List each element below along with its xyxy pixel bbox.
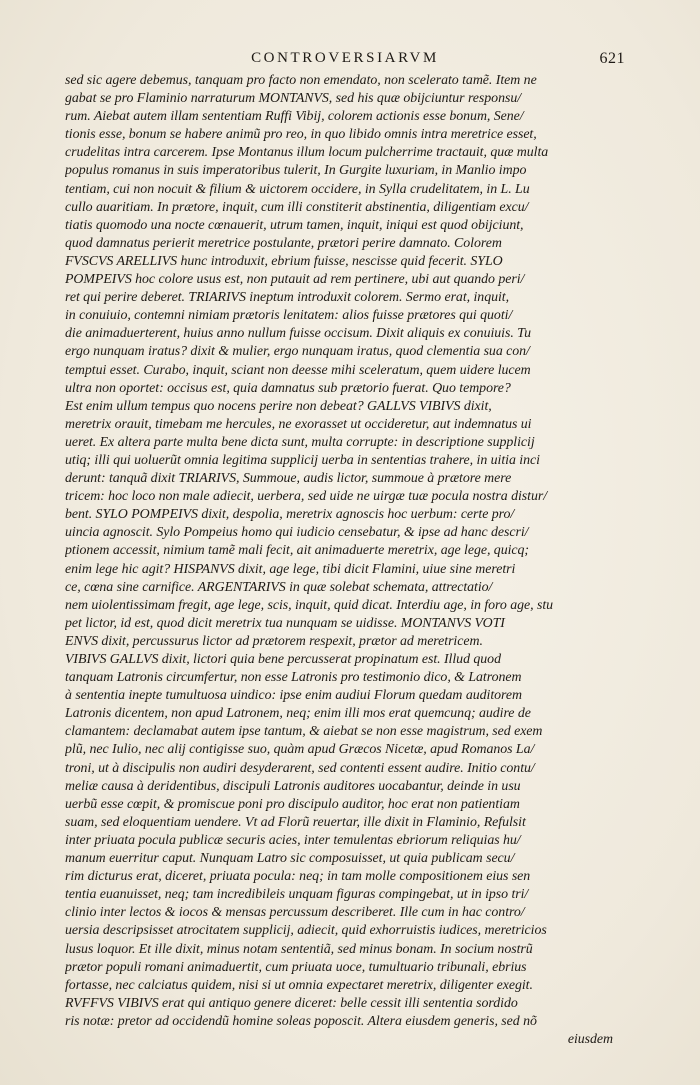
text-line: quod damnatus perierit meretrice postulante, prætori perire damnato. Colorem — [65, 235, 502, 251]
text-line: clinio inter lectos & iocos & mensas percussum describeret. Ille cum in hac contro/ — [65, 905, 525, 921]
page-number: 621 — [599, 50, 625, 67]
text-line: uersia descripsisset atrocitatem supplicij, adiecit, quid exhorruistis iudices, meretricios — [65, 923, 547, 939]
text-line: die animaduerterent, huius anno nullum fuisse occisum. Dixit aliquis ex conuiuis. Tu — [65, 326, 531, 342]
body-text — [65, 72, 613, 1049]
text-line: tiatis quomodo una nocte cœnauerit, utrum tamen, inquit, iniqui est quod obijciunt, — [65, 217, 524, 233]
text-line: pet lictor, id est, quod dicit meretrix tua nunquam se uidisse. MONTANVS VOTI — [65, 615, 505, 631]
text-line: nem uiolentissimam fregit, age lege, scis, inquit, quid dicat. Interdiu age, in foro age, stu — [65, 597, 554, 613]
text-line: prætor populi romani animaduertit, cum priuata uoce, tumultuario tribunali, ebrius — [65, 959, 527, 975]
text-line: derunt: tanquã dixit TRIARIVS, Summoue, audis lictor, summoue à prætore mere — [65, 471, 512, 487]
text-line: ret qui perire deberet. TRIARIVS ineptum introduxit colorem. Sermo erat, inquit, — [65, 290, 510, 306]
text-line: cullo auaritiam. In prætore, inquit, cum illi constiterit abstinentia, diligentiam excu/ — [65, 199, 529, 215]
text-line: tentia euanuisset, neq; tam incredibileis unquam figuras compingebat, ut in ipso tri/ — [65, 887, 529, 903]
text-line: ris notæ: pretor ad occidendũ homine soleas poposcit. Altera eiusdem generis, sed nõ — [65, 1013, 537, 1029]
text-line: FVSCVS ARELLIVS hunc introduxit, ebrium fuisse, nescisse quid fecerit. SYLO — [65, 253, 503, 269]
text-line: bent. SYLO POMPEIVS dixit, despolia, meretrix agnoscis hoc uerbum: certe pro/ — [65, 507, 515, 523]
text-line: POMPEIVS hoc colore usus est, non putauit ad rem pertinere, ubi aut quando peri/ — [65, 272, 525, 288]
text-line: ce, cœna sine carnifice. ARGENTARIVS in quæ solebat schemata, attrectatio/ — [65, 579, 493, 595]
text-line: enim lege hic agit? HISPANVS dixit, age lege, tibi dicit Flamini, uiue sine meretri — [65, 561, 516, 577]
text-line: fortasse, nec calciatus quidem, nisi si ut omnia expectaret meretrix, diligenter exegit. — [65, 977, 533, 993]
text-line: ueret. Ex altera parte multa bene dicta sunt, multa corrupte: in descriptione supplicij — [65, 434, 535, 450]
text-line: sed sic agere debemus, tanquam pro facto non emendato, non scelerato tamẽ. Item ne — [65, 73, 537, 88]
text-line: rum. Aiebat autem illam sententiam Ruffi Vibij, colorem actionis esse bonum, Sene/ — [65, 109, 524, 125]
text-line: tentiam, cui non nocuit & filium & uictorem occidere, in Sylla crudelitatem, in L. Lu — [65, 181, 530, 197]
text-line: uincia agnoscit. Sylo Pompeius homo qui iudicio censebatur, & ipse ad hanc descri/ — [65, 525, 529, 541]
text-line: RVFFVS VIBIVS erat qui antiquo genere diceret: belle cessit illi sententia sordido — [65, 995, 518, 1011]
text-line: à sententia inepte tumultuosa uindico: ipse enim audiui Florum quedam auditorem — [65, 688, 522, 704]
text-line: suam, sed eloquentiam uendere. Vt ad Florũ reuertar, ille dixit in Flaminio, Refulsit — [65, 814, 526, 830]
text-line: inter priuata pocula publicæ securis acies, inter temulentas ebriorum reliquias hu/ — [65, 832, 521, 848]
catchword: eiusdem — [567, 1031, 613, 1047]
text-line: Est enim ullum tempus quo nocens perire non debeat? GALLVS VIBIVS dixit, — [65, 398, 492, 414]
text-line: tanquam Latronis circumfertur, non esse Latronis pro testimonio dico, & Latronem — [65, 670, 522, 686]
text-line: rim dicturus erat, diceret, priuata pocula: neq; in tam molle compositionem eius sen — [65, 869, 531, 885]
text-line: meliæ causa à deridentibus, discipuli Latronis auditores uocabantur, deinde in usu — [65, 778, 521, 794]
text-line: temptui esset. Curabo, inquit, sciant non deesse mihi sceleratum, quem uidere lucem — [65, 362, 531, 378]
text-line: uerbũ esse cœpit, & promiscue poni pro discipulo auditor, hoc erat non patientiam — [65, 796, 520, 812]
text-line: crudelitas intra carcerem. Ipse Montanus illum locum pulcherrime tractauit, quæ multa — [65, 145, 549, 161]
text-line: manum euerritur caput. Nunquam Latro sic composuisset, ut quia publicam secu/ — [65, 851, 515, 867]
text-line: in conuiuio, contemni nimiam prætoris lenitatem: alios fuisse prætores qui quoti/ — [65, 308, 513, 324]
text-line: ptionem accessit, nimium tamẽ mali fecit, ait animaduerte meretrix, age lege, quicq; — [65, 543, 529, 559]
text-line: tionis esse, bonum se habere animũ pro reo, in quo libido omnis intra meretrice esset, — [65, 127, 537, 143]
text-line: troni, ut à discipulis non audiri desyderarent, sed contenti essent audire. Initio contu/ — [65, 760, 535, 776]
text-line: meretrix orauit, timebam me hercules, ne exorasset ut occideretur, aut indemnatus ui — [65, 416, 532, 432]
text-line: clamantem: declamabat autem ipse tantum, & aiebat se non esse magistrum, sed exem — [65, 724, 543, 740]
text-line: tricem: hoc loco non male adiecit, uerbera, sed uide ne uirgæ tuæ pocula nostra distur/ — [65, 489, 548, 505]
text-line: plũ, nec Iulio, nec alij contigisse suo, quàm apud Græcos Nicetæ, apud Romanos La/ — [65, 742, 535, 758]
text-line: lusus loquor. Et ille dixit, minus notam sententiã, sed minus bonam. In socium nostrũ — [65, 941, 533, 957]
text-line: ENVS dixit, percussurus lictor ad prætorem respexit, prætor ad meretricem. — [65, 633, 483, 649]
text-line: utiq; illi qui uoluerũt omnia legitima supplicij uerba in sententias trahere, in uitia inci — [65, 452, 540, 468]
text-line: populus romanus in suis imperatoribus tulerit, In Gurgite luxuriam, in Manlio impo — [65, 163, 527, 179]
text-line: Latronis dicentem, non apud Latronem, neq; enim illi mos erat quemcunq; audire de — [65, 706, 531, 722]
text-line: ergo nunquam iratus? dixit & mulier, ergo nunquam iratus, quod clementia sua con/ — [65, 344, 530, 360]
running-title: CONTROVERSIARVM — [251, 50, 439, 66]
text-line: VIBIVS GALLVS dixit, lictori quia bene percusserat propinatum est. Illud quod — [65, 652, 501, 667]
text-line: gabat se pro Flaminio narraturum MONTANVS, sed his quæ obijciuntur responsu/ — [65, 91, 522, 107]
text-line: ultra non oportet: occisus est, quia damnatus sub prætorio fuerat. Quo tempore? — [65, 380, 511, 396]
page-header — [65, 50, 625, 72]
